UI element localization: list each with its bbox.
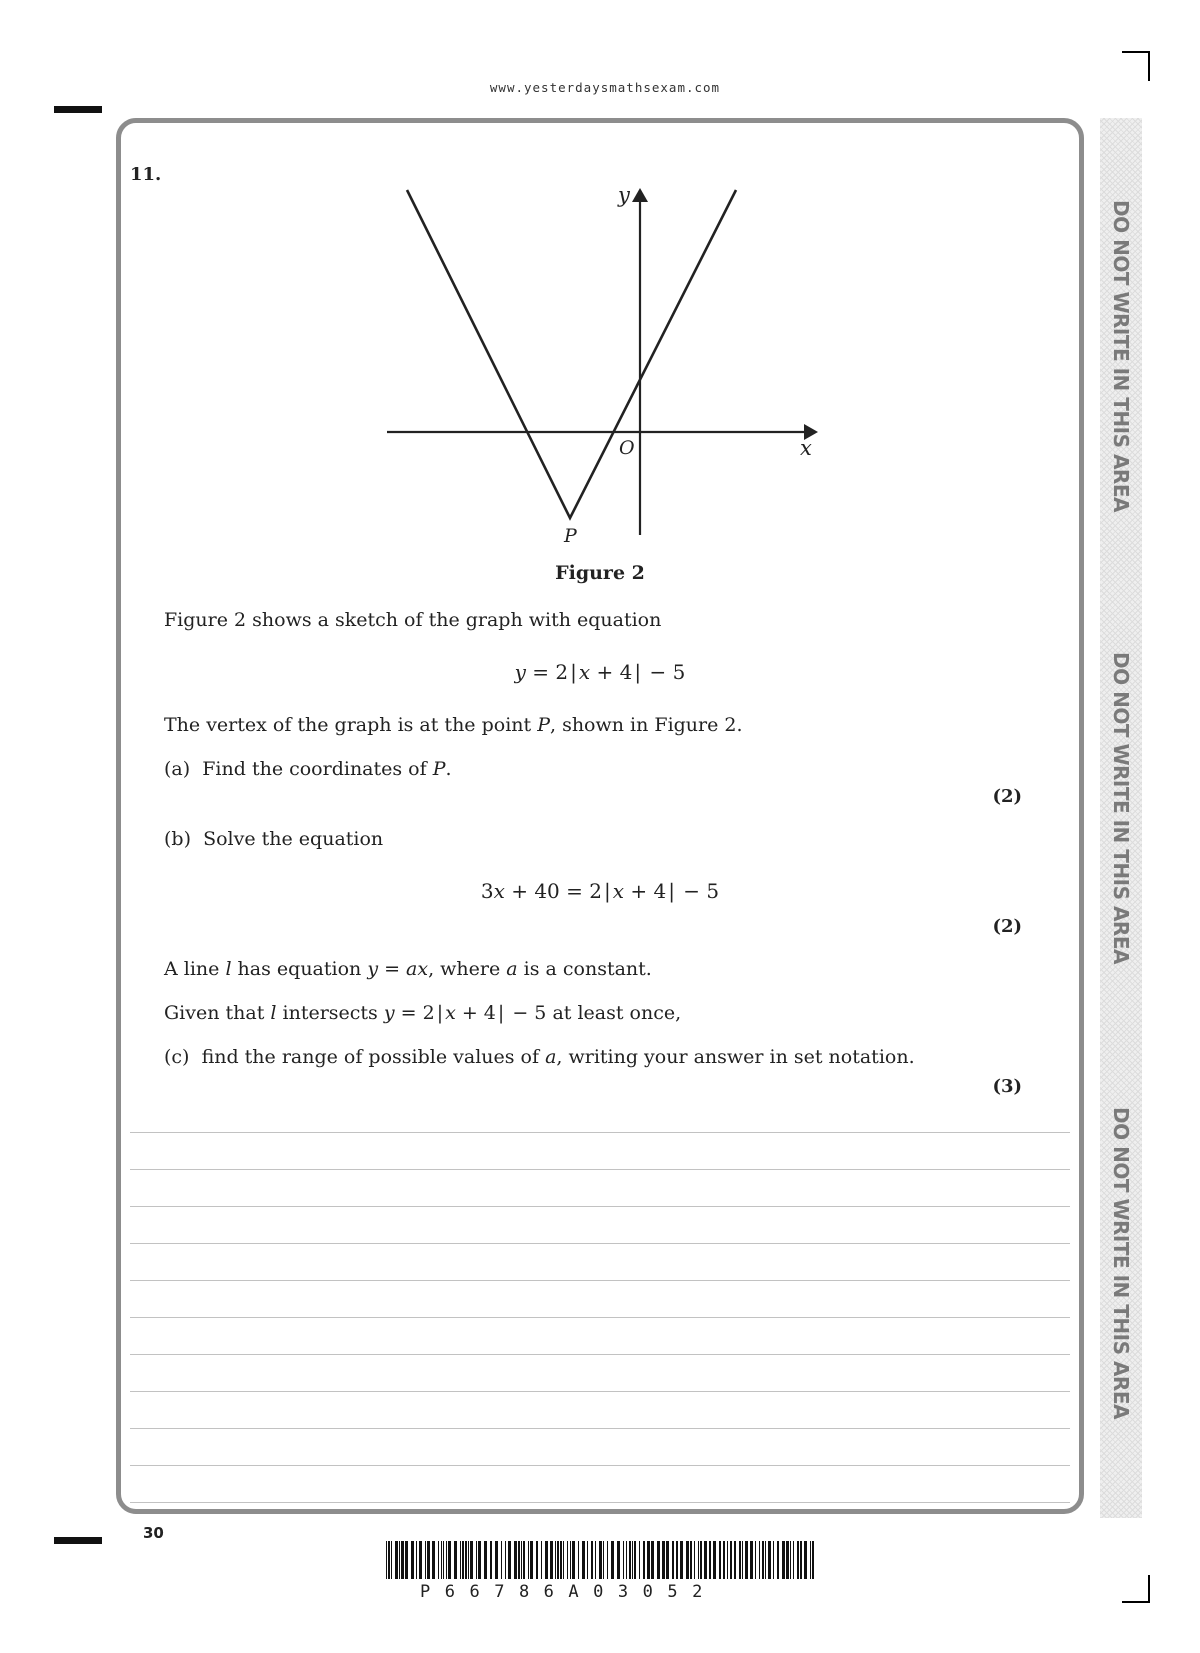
barcode-bar (676, 1541, 678, 1579)
answer-line[interactable] (130, 1354, 1070, 1355)
barcode-bar (643, 1541, 645, 1579)
barcode-bar (582, 1541, 585, 1579)
barcode-bar (528, 1541, 529, 1579)
given-text: Given that l intersects y = 2 | x + 4 | − 5 at least once, (164, 1002, 682, 1024)
barcode-bar (478, 1541, 481, 1579)
barcode-bar (745, 1541, 748, 1579)
barcode-bar (765, 1541, 766, 1579)
barcode-bar (505, 1541, 506, 1579)
barcode-bar (514, 1541, 517, 1579)
barcode-bar (793, 1541, 794, 1579)
barcode-bar (730, 1541, 732, 1579)
barcode-bar (454, 1541, 457, 1579)
barcode-bar (572, 1541, 575, 1579)
answer-line[interactable] (130, 1428, 1070, 1429)
answer-line[interactable] (130, 1465, 1070, 1466)
answer-line[interactable] (130, 1391, 1070, 1392)
barcode-bar (567, 1541, 568, 1579)
barcode-bar (690, 1541, 692, 1579)
answer-line[interactable] (130, 1206, 1070, 1207)
barcode-bar (611, 1541, 614, 1579)
y-axis-label: y (618, 183, 630, 207)
part-b-text: (b) Solve the equation (164, 828, 384, 850)
barcode-bar (578, 1541, 579, 1579)
barcode-bar (700, 1541, 702, 1579)
barcode-bar (727, 1541, 728, 1579)
barcode-bar (742, 1541, 743, 1579)
barcode-bar (570, 1541, 571, 1579)
barcode-bar (672, 1541, 674, 1579)
barcode-bar (441, 1541, 442, 1579)
barcode-bar (773, 1541, 774, 1579)
crop-mark-bottom-v (1148, 1575, 1150, 1603)
part-c-marks: (3) (992, 1076, 1022, 1097)
barcode-bar (386, 1541, 387, 1579)
barcode-bar (617, 1541, 620, 1579)
barcode-bar (704, 1541, 707, 1579)
barcode-bar (484, 1541, 487, 1579)
barcode-bar (777, 1541, 779, 1579)
margin-warning-3: DO NOT WRITE IN THIS AREA (1109, 1107, 1133, 1419)
barcode-bar (632, 1541, 633, 1579)
barcode-bar (476, 1541, 477, 1579)
barcode-bar (694, 1541, 695, 1579)
barcode-bar (713, 1541, 716, 1579)
page-number: 30 (143, 1524, 164, 1542)
alignment-bar-bottom (54, 1537, 102, 1544)
barcode-bar (523, 1541, 525, 1579)
barcode-bar (629, 1541, 631, 1579)
barcode-bar (603, 1541, 604, 1579)
barcode-bar (563, 1541, 564, 1579)
barcode-bar (797, 1541, 799, 1579)
barcode-bar (723, 1541, 725, 1579)
barcode-bar (460, 1541, 461, 1579)
barcode-bar (521, 1541, 522, 1579)
modulus-graph-line (407, 190, 736, 518)
barcode-bar (804, 1541, 807, 1579)
barcode-bar (468, 1541, 469, 1579)
barcode-bar (686, 1541, 689, 1579)
barcode-bar (800, 1541, 802, 1579)
barcode-bar (536, 1541, 538, 1579)
barcode-bar (438, 1541, 439, 1579)
barcode (386, 1541, 818, 1579)
barcode-bar (607, 1541, 608, 1579)
barcode-bar (495, 1541, 498, 1579)
barcode-bar (810, 1541, 811, 1579)
answer-line[interactable] (130, 1280, 1070, 1281)
crop-mark-bottom-h (1122, 1601, 1150, 1603)
barcode-bar (662, 1541, 665, 1579)
origin-label: O (619, 437, 635, 459)
margin-warning-1: DO NOT WRITE IN THIS AREA (1109, 200, 1133, 512)
barcode-bar (560, 1541, 562, 1579)
barcode-bar (501, 1541, 502, 1579)
intro-text: Figure 2 shows a sketch of the graph with equation (164, 609, 662, 631)
barcode-bar (739, 1541, 741, 1579)
barcode-bar (698, 1541, 699, 1579)
margin-warning-2: DO NOT WRITE IN THIS AREA (1109, 652, 1133, 964)
barcode-bar (411, 1541, 414, 1579)
barcode-bar (626, 1541, 627, 1579)
main-equation: y = 2 | x + 4 | − 5 (514, 660, 686, 684)
barcode-bar (530, 1541, 533, 1579)
barcode-bar (651, 1541, 654, 1579)
part-b-equation: 3x + 40 = 2 | x + 4 | − 5 (480, 879, 720, 903)
barcode-bar (634, 1541, 636, 1579)
barcode-bar (541, 1541, 542, 1579)
barcode-bar (465, 1541, 467, 1579)
barcode-bar (462, 1541, 464, 1579)
part-a-marks: (2) (992, 786, 1022, 807)
barcode-bar (419, 1541, 422, 1579)
barcode-bar (709, 1541, 711, 1579)
barcode-bar (545, 1541, 548, 1579)
answer-line[interactable] (130, 1132, 1070, 1133)
barcode-bar (782, 1541, 785, 1579)
barcode-bar (657, 1541, 660, 1579)
barcode-bar (401, 1541, 404, 1579)
barcode-bar (595, 1541, 596, 1579)
barcode-bar (719, 1541, 721, 1579)
barcode-bar (599, 1541, 602, 1579)
answer-line[interactable] (130, 1502, 1070, 1503)
barcode-bar (759, 1541, 760, 1579)
barcode-bar (399, 1541, 400, 1579)
barcode-bar (555, 1541, 556, 1579)
barcode-bar (388, 1541, 390, 1579)
barcode-bar (518, 1541, 520, 1579)
barcode-bar (432, 1541, 435, 1579)
barcode-bar (490, 1541, 492, 1579)
barcode-bar (557, 1541, 559, 1579)
part-c-text: (c) find the range of possible values of a, writing your answer in set notation. (164, 1046, 915, 1068)
vertex-label: P (564, 525, 577, 547)
barcode-bar (395, 1541, 398, 1579)
source-url: www.yesterdaysmathsexam.com (489, 80, 721, 95)
barcode-bar (416, 1541, 417, 1579)
barcode-bar (647, 1541, 650, 1579)
barcode-bar (550, 1541, 553, 1579)
barcode-bar (391, 1541, 392, 1579)
barcode-bar (762, 1541, 764, 1579)
question-number: 11. (130, 164, 162, 185)
barcode-bar (639, 1541, 640, 1579)
barcode-bar (755, 1541, 756, 1579)
barcode-bar (812, 1541, 814, 1579)
barcode-bar (750, 1541, 753, 1579)
barcode-bar (448, 1541, 451, 1579)
part-a-text: (a) Find the coordinates of P. (164, 758, 452, 780)
barcode-bar (734, 1541, 736, 1579)
barcode-bar (427, 1541, 430, 1579)
y-axis-arrow (632, 188, 648, 202)
figure-2-graph (0, 0, 1200, 560)
barcode-bar (425, 1541, 426, 1579)
barcode-bar (591, 1541, 593, 1579)
barcode-bar (587, 1541, 588, 1579)
barcode-bar (680, 1541, 683, 1579)
line-definition-text: A line l has equation y = ax, where a is a constant. (164, 958, 652, 980)
figure-caption: Figure 2 (555, 562, 645, 584)
answer-line[interactable] (130, 1243, 1070, 1244)
vertex-text: The vertex of the graph is at the point P, shown in Figure 2. (164, 714, 743, 736)
barcode-bar (666, 1541, 669, 1579)
barcode-bar (443, 1541, 444, 1579)
barcode-bar (786, 1541, 789, 1579)
barcode-bar (446, 1541, 447, 1579)
answer-line[interactable] (130, 1317, 1070, 1318)
barcode-text: P66786A03052 (420, 1582, 717, 1602)
part-b-marks: (2) (992, 916, 1022, 937)
x-axis-label: x (800, 436, 812, 460)
barcode-bar (508, 1541, 511, 1579)
answer-line[interactable] (130, 1169, 1070, 1170)
barcode-bar (768, 1541, 771, 1579)
barcode-bar (470, 1541, 473, 1579)
barcode-bar (623, 1541, 624, 1579)
barcode-bar (790, 1541, 791, 1579)
barcode-bar (405, 1541, 408, 1579)
